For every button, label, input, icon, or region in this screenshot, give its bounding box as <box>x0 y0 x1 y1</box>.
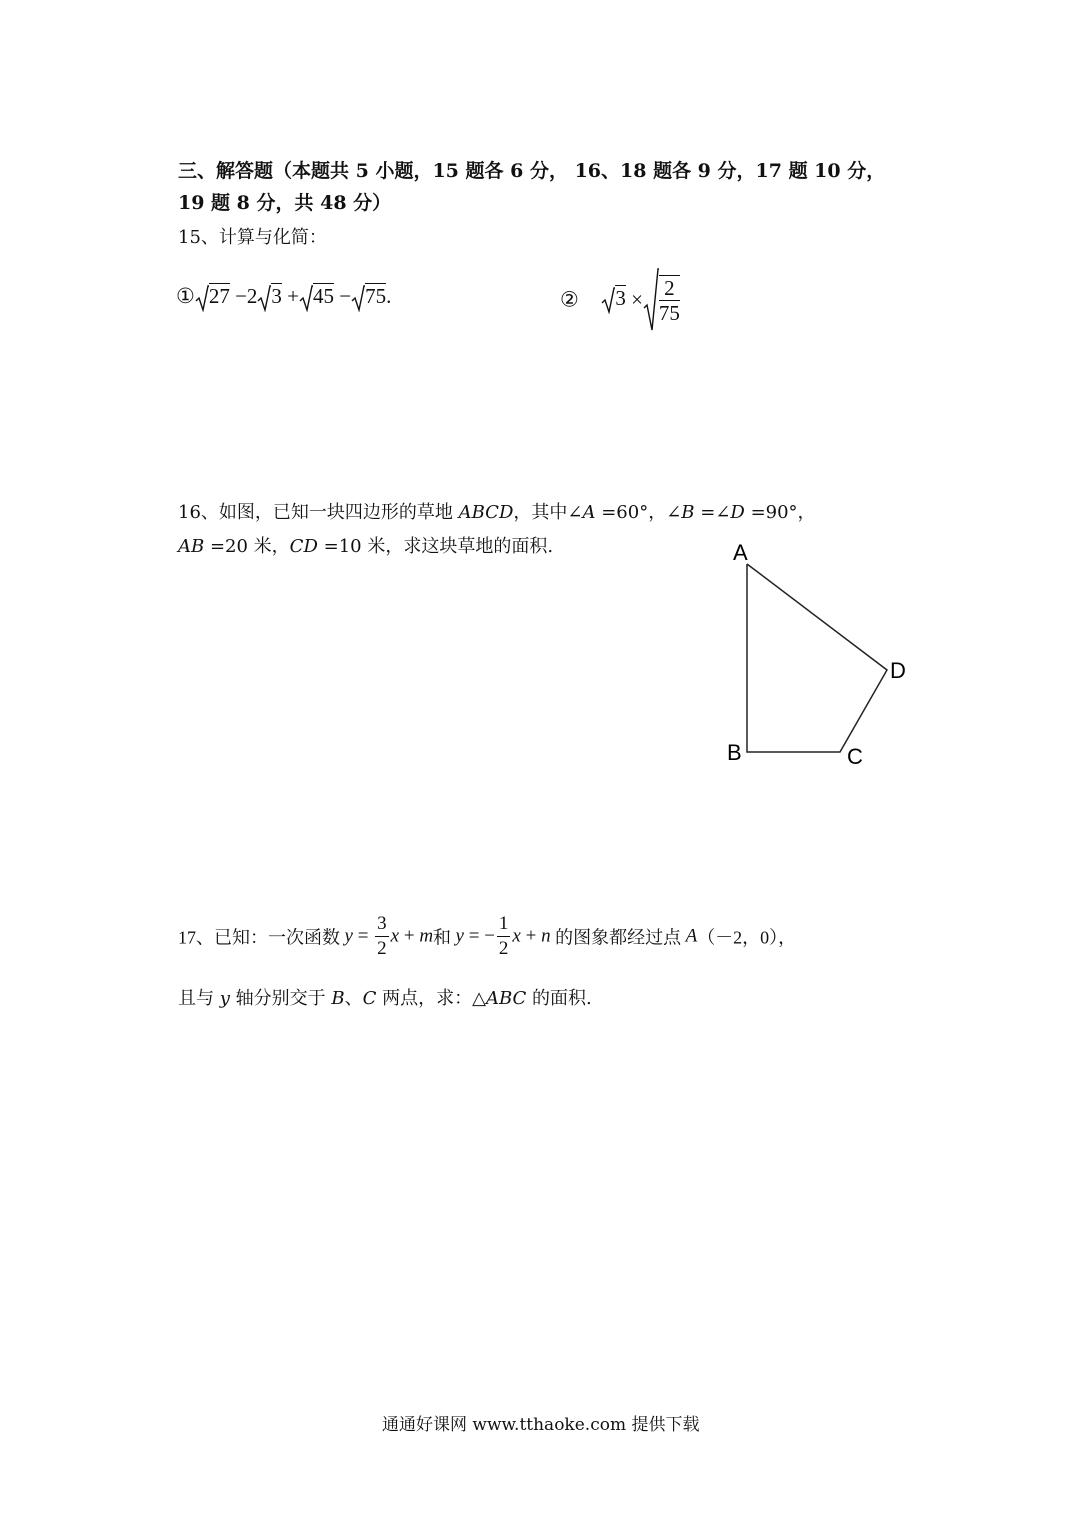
q16-line1: 16、如图，已知一块四边形的草地 ABCD，其中∠A =60°，∠B =∠D =90°， <box>178 502 816 523</box>
sqrt-27: 27 <box>195 284 230 312</box>
sqrt-45: 45 <box>299 284 334 312</box>
radical-icon <box>299 284 313 312</box>
footer-text: 通通好课网 www.tthaoke.com 提供下载 <box>382 1415 700 1435</box>
label-A: A <box>733 540 748 565</box>
q16-line2: AB =20 米，CD =10 米，求这块草地的面积. <box>178 536 554 557</box>
section-heading-line1: 三、解答题（本题共 5 小题，15 题各 6 分， 16、18 题各 9 分，17 题 10 分， <box>178 160 886 182</box>
quadrilateral-figure <box>715 530 925 780</box>
q15-title: 15、计算与化简： <box>178 227 327 248</box>
coef-2: 2 <box>246 284 258 308</box>
fraction-3-2: $\frac{3}{2}$ <box>377 913 387 959</box>
fraction-1-2: $\frac{1}{2}$ <box>498 913 509 959</box>
radical-icon <box>257 284 271 312</box>
q17-line2: 且与 y 轴分别交于 B、C 两点，求：△ABC 的面积. <box>178 988 592 1009</box>
q15-part1: ① 27 −2 3 + 45 − 75. <box>176 284 391 312</box>
figure-edges <box>747 564 887 752</box>
radical-icon <box>195 284 209 312</box>
radical-icon <box>643 268 659 332</box>
q17-line1: 17、已知：一次函数 y = $\frac{3}{2}$ x + m和 y = − $\frac{1}{2}$ x + n 的图象都经过点 A（－2，0）， <box>178 913 797 959</box>
sqrt-75: 75 <box>351 284 386 312</box>
section-heading-line2: 19 题 8 分，共 48 分） <box>178 192 392 214</box>
label-C: C <box>847 744 863 769</box>
part1-marker: ① <box>176 284 195 308</box>
part2-marker: ② <box>560 287 579 312</box>
label-D: D <box>890 658 906 683</box>
radical-icon <box>351 284 365 312</box>
sqrt-fraction: $\frac{2}{75}$ <box>643 268 680 332</box>
q15-part2: ② 3 × $\frac{2}{75}$ <box>560 268 680 332</box>
label-B: B <box>727 740 742 765</box>
sqrt-3: 3 <box>257 284 282 312</box>
sqrt-3-b: 3 <box>601 286 626 314</box>
radical-icon <box>601 286 615 314</box>
